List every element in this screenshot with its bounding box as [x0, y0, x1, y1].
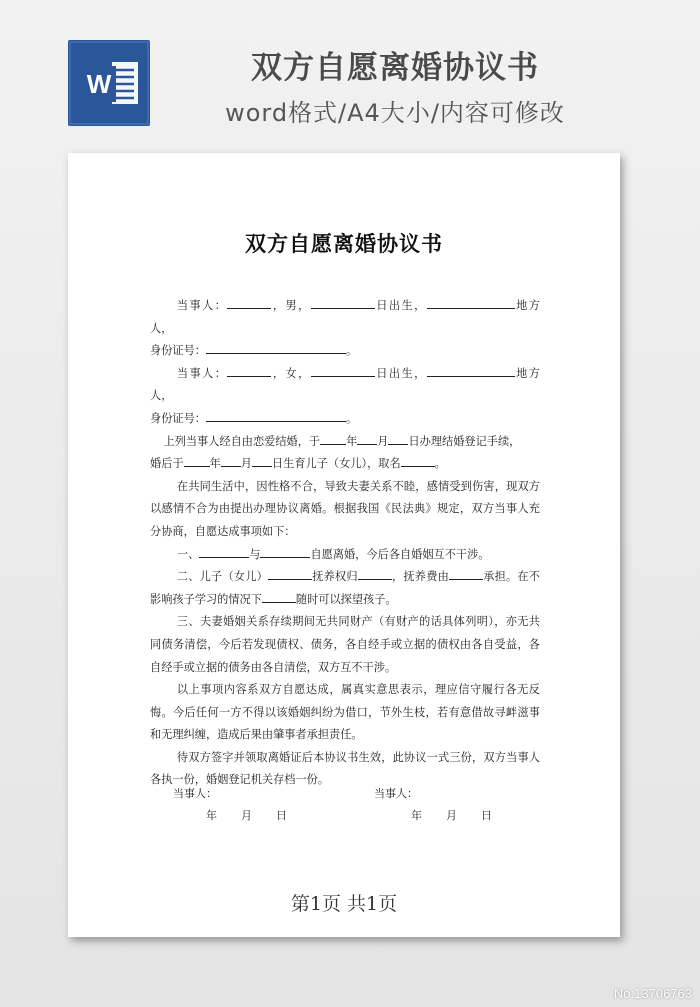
party-two-id-line: 身份证号： 。 [150, 408, 540, 431]
party-two-line: 当事人： ，女， 日出生， 地方人， [150, 363, 540, 408]
document-page [68, 153, 620, 937]
date-day: 日 [276, 809, 287, 822]
clause-one: 一、 与 自愿离婚，今后各自婚姻互不干涉。 [150, 544, 540, 567]
signature-label-left: 当事人： [173, 787, 217, 800]
reason-paragraph: 在共同生活中，因性格不合，导致夫妻关系不睦，感情受到伤害，现双方以感情不合为由提出办理协议离婚。根据我国《民法典》规定，双方当事人充分协商，自愿达成事项如下： [150, 479, 540, 538]
image-id-watermark: No:13706763 [613, 986, 692, 1001]
word-icon-letter: W [86, 69, 112, 99]
commitment-paragraph: 以上事项内容系双方自愿达成，属真实意思表示，理应信守履行各无反悔。今后任何一方不得以该婚姻纠纷为借口，节外生枝，若有意借故寻衅滋事和无理纠缠，造成后果由肇事者承担责任。 [150, 683, 540, 742]
clause-two: 二、儿子（女儿） 抚养权归 ，抚养费由 承担。在不影响孩子学习的情况下 随时可以探望孩子。 [150, 566, 540, 611]
header-subtitle: word格式/A4大小/内容可修改 [225, 99, 565, 127]
signature-label-right: 当事人： [374, 787, 418, 800]
word-document-icon [68, 40, 150, 126]
date-left [206, 807, 311, 823]
party-one-id-line: 身份证号： 。 [150, 340, 540, 363]
clause-three: 三、夫妻婚姻关系存续期间无共同财产（有财产的话具体列明），亦无共同债务清偿，今后若发现债权、债务，各自经手或立据的债权由各自受益，各自经手或立据的债务由各自清偿，双方互不干涉。 [150, 615, 540, 674]
marriage-registration-line: 上列当事人经自由恋爱结婚，于 年 月 日办理结婚登记手续， [150, 431, 540, 454]
document-title: 双方自愿离婚协议书 [245, 231, 443, 256]
date-month: 月 [241, 809, 252, 822]
date-year: 年 [411, 809, 422, 822]
header-title: 双方自愿离婚协议书 [251, 50, 539, 86]
date-day: 日 [481, 809, 492, 822]
date-year: 年 [206, 809, 217, 822]
date-month: 月 [446, 809, 457, 822]
child-birth-line: 婚后于 年 月 日生育儿子（女儿），取名 。 [150, 453, 540, 476]
effect-paragraph: 待双方签字并领取离婚证后本协议书生效，此协议一式三份，双方当事人各执一份，婚姻登记机关存档一份。 [150, 750, 540, 787]
date-right [411, 807, 516, 823]
header [0, 0, 700, 150]
party-one-line: 当事人： ，男， 日出生， 地方人， [150, 295, 540, 340]
document-body [150, 295, 540, 792]
page-footer: 第1页 共1页 [290, 893, 398, 915]
